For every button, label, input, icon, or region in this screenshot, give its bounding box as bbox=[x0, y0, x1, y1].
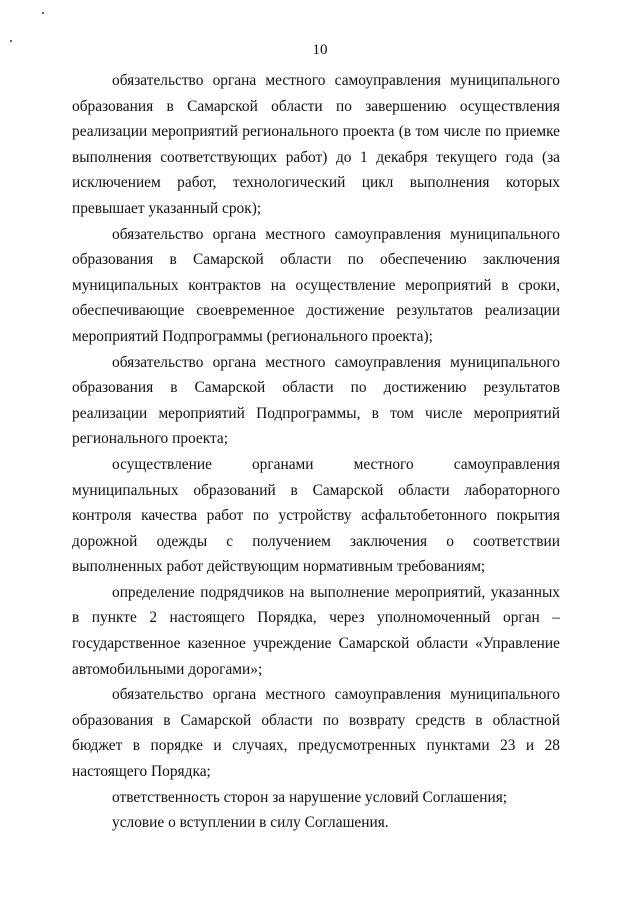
paragraph: обязательство органа местного самоуправления муниципального образования в Самарской области по достижению результатов реализации мероприятий Подпрограммы, в том числе мероприятий регионального проекта; bbox=[72, 353, 560, 448]
document-body bbox=[72, 68, 560, 836]
paragraph: условие о вступлении в силу Соглашения. bbox=[112, 814, 389, 832]
paragraph: определение подрядчиков на выполнение мероприятий, указанных в пункте 2 настоящего Порядка, через уполномоченный орган – государственное казенное учреждение Самарской области «Управление автомобильными дорогами»; bbox=[72, 583, 560, 678]
page-number: 10 bbox=[312, 42, 328, 58]
paragraph: обязательство органа местного самоуправления муниципального образования в Самарской области по обеспечению заключения муниципальных контрактов на осуществление мероприятий в сроки, обеспечивающие своевременное достижение результатов реализации мероприятий Подпрограммы (регионального проекта); bbox=[72, 225, 560, 345]
paragraph: ответственность сторон за нарушение условий Соглашения; bbox=[112, 788, 508, 806]
paragraph: обязательство органа местного самоуправления муниципального образования в Самарской области по завершению осуществления реализации мероприятий регионального проекта (в том числе по приемке выполнения соответствующих работ) до 1 декабря текущего года (за исключением работ, технологический цикл выполнения которых превышает указанный срок); bbox=[72, 72, 560, 217]
paragraph: осуществление органами местного самоуправления муниципальных образований в Самарской области лабораторного контроля качества работ по устройству асфальтобетонного покрытия дорожной одежды с получением заключения о соответствии выполненных работ действующим нормативным требованиям; bbox=[72, 455, 560, 576]
paragraph: обязательство органа местного самоуправления муниципального образования в Самарской области по возврату средств в областной бюджет в порядке и случаях, предусмотренных пунктами 23 и 28 настоящего Порядка; bbox=[72, 686, 560, 781]
scan-speck bbox=[42, 12, 44, 14]
